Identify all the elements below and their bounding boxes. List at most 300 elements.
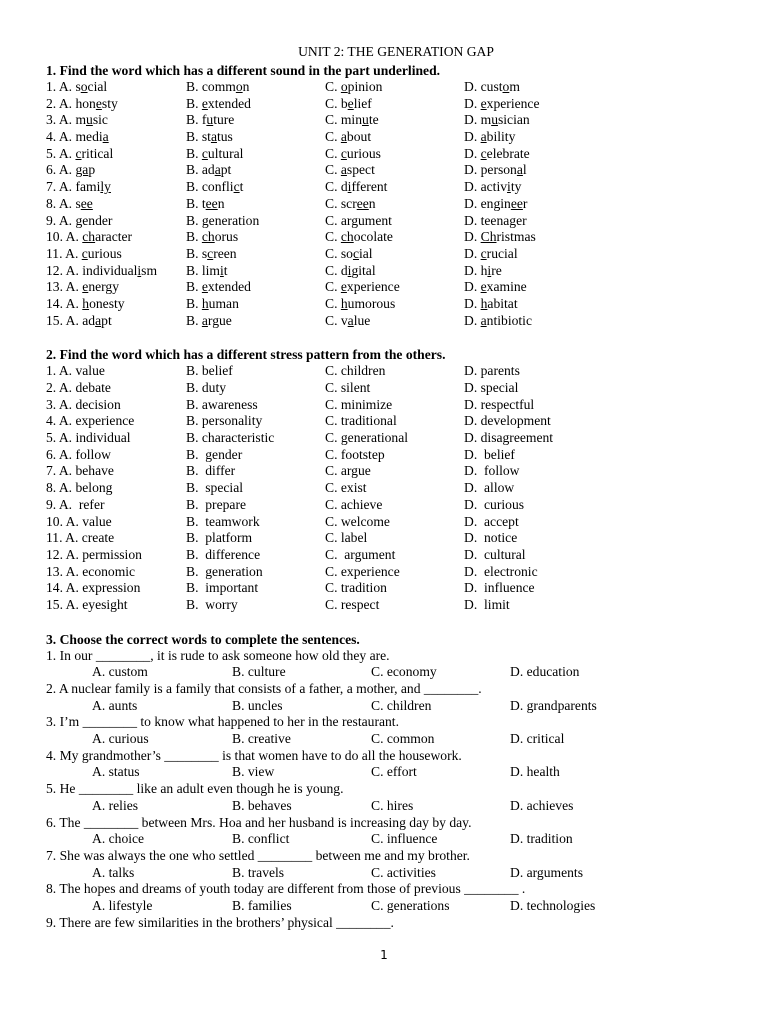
answer-option: D. development xyxy=(464,413,551,429)
option-text-after: p xyxy=(88,162,96,178)
underlined-part: h xyxy=(201,295,209,311)
option-text-before: B. xyxy=(186,95,202,111)
option-text-after: orus xyxy=(214,229,239,245)
answer-option: 3. A. decision xyxy=(46,396,121,412)
answer-option xyxy=(325,246,373,263)
answer-option: B. families xyxy=(232,897,292,913)
underlined-part: e xyxy=(340,279,347,295)
underlined-part: i xyxy=(507,179,511,195)
answer-option xyxy=(46,213,112,230)
underlined-part: a xyxy=(340,129,347,145)
page-title: UNIT 2: THE GENERATION GAP xyxy=(298,44,494,59)
underlined-part: a xyxy=(201,312,208,328)
answer-option xyxy=(186,162,231,179)
option-text-after: sty xyxy=(101,95,118,111)
question-text: 2. A nuclear family is a family that consists of a father, a mother, and ________. xyxy=(46,681,482,696)
answer-option xyxy=(325,129,371,146)
answer-option: D. follow xyxy=(464,463,520,479)
option-text-before: C. xyxy=(325,229,341,245)
answer-option: B. creative xyxy=(232,731,291,747)
answer-option xyxy=(325,79,382,96)
question-row xyxy=(46,514,726,531)
answer-option xyxy=(186,146,243,163)
answer-option: C. hires xyxy=(371,797,414,813)
answer-option xyxy=(186,213,259,230)
answer-option xyxy=(186,246,237,263)
answer-option xyxy=(464,296,518,313)
option-text-before: 1. A. s xyxy=(46,79,81,94)
options-row xyxy=(46,831,726,848)
answer-option: D. electronic xyxy=(464,563,538,579)
underlined-part: a xyxy=(95,312,102,328)
question-row xyxy=(46,179,726,196)
underlined-part: ee xyxy=(205,195,218,211)
answer-option xyxy=(186,296,239,313)
option-text-before: C. xyxy=(325,295,341,311)
underlined-part: e xyxy=(95,95,102,111)
answer-option xyxy=(325,296,395,313)
question-text: 3. I’m ________ to know what happened to her in the restaurant. xyxy=(46,714,399,730)
section2-rows xyxy=(46,363,726,613)
answer-option: 9. A. refer xyxy=(46,496,105,512)
question-row xyxy=(46,447,726,464)
answer-option: D. arguments xyxy=(510,864,583,880)
option-text-after: l xyxy=(522,162,527,178)
answer-option xyxy=(186,96,251,113)
answer-option xyxy=(464,112,530,129)
underlined-part: h xyxy=(480,295,488,311)
underlined-part: Ch xyxy=(480,229,497,245)
underlined-part: a xyxy=(210,129,217,145)
option-text-after: pt xyxy=(101,312,112,328)
underlined-part: ch xyxy=(201,229,215,245)
option-text-after: cial xyxy=(87,79,108,94)
option-text-after: rucial xyxy=(486,245,518,261)
underlined-part: a xyxy=(347,312,354,328)
answer-option xyxy=(46,146,113,163)
underlined-part: a xyxy=(214,162,221,178)
answer-option xyxy=(325,146,381,163)
option-text-before: D. engin xyxy=(464,195,511,211)
underlined-part: c xyxy=(75,145,82,161)
answer-option: B. gender xyxy=(186,446,243,462)
option-text-after: lief xyxy=(353,95,372,111)
answer-option: 4. A. experience xyxy=(46,413,135,429)
answer-option xyxy=(325,313,370,330)
option-text-after: xperience xyxy=(346,279,400,295)
option-text-before: B. xyxy=(186,212,202,228)
answer-option: C. generational xyxy=(325,430,409,446)
answer-option xyxy=(464,162,527,179)
answer-option xyxy=(186,179,243,196)
answer-option: D. health xyxy=(510,764,560,780)
answer-option: D. achieves xyxy=(510,797,574,813)
option-text-before: B. xyxy=(186,312,202,328)
answer-option: C. economy xyxy=(371,664,437,680)
option-text-after: r xyxy=(522,195,528,211)
option-text-before: C. ar xyxy=(325,212,352,228)
underlined-part: o xyxy=(502,79,510,94)
answer-option: D. critical xyxy=(510,731,565,747)
option-text-before: 8. A. s xyxy=(46,195,81,211)
answer-option: B. characteristic xyxy=(186,430,275,446)
option-text-before: B. xyxy=(186,229,202,245)
page-number: 1 xyxy=(380,948,388,962)
option-text-before: B. ad xyxy=(186,162,215,178)
option-text-after: tus xyxy=(216,129,233,145)
answer-option: D. accept xyxy=(464,513,519,529)
answer-option: D. tradition xyxy=(510,831,573,847)
answer-option xyxy=(325,279,400,296)
option-text-after: aracter xyxy=(95,229,133,245)
answer-option: B. worry xyxy=(186,596,238,612)
option-text-before: B. lim xyxy=(186,262,220,278)
answer-option xyxy=(325,196,376,213)
answer-option xyxy=(186,129,233,146)
answer-option: B. conflict xyxy=(232,831,290,847)
option-text-after: t xyxy=(239,179,244,195)
option-text-after: ty xyxy=(510,179,522,195)
answer-option: C. children xyxy=(371,697,432,713)
option-text-before: 10. A. xyxy=(46,229,83,245)
answer-option: C. minimize xyxy=(325,396,393,412)
answer-option xyxy=(464,213,527,230)
option-text-after: te xyxy=(368,112,379,128)
options-row xyxy=(46,798,726,815)
option-text-before: B. st xyxy=(186,129,211,145)
answer-option: B. differ xyxy=(186,463,236,479)
option-text-before: C. b xyxy=(325,95,348,111)
answer-option: D. limit xyxy=(464,596,510,612)
answer-option: D. education xyxy=(510,664,580,680)
answer-option xyxy=(186,229,238,246)
option-text-before: 11. A. xyxy=(46,245,82,261)
underlined-part: u xyxy=(491,112,498,128)
option-text-after: ial xyxy=(359,245,373,261)
answer-option xyxy=(464,313,532,330)
question-row xyxy=(46,279,726,296)
answer-option: B. uncles xyxy=(232,697,283,713)
answer-option xyxy=(46,279,119,296)
option-text-after: re xyxy=(491,262,502,278)
answer-option xyxy=(464,96,540,113)
answer-option: B. behaves xyxy=(232,797,292,813)
answer-option: C. generations xyxy=(371,897,450,913)
option-text-before: C. min xyxy=(325,112,363,128)
option-text-before: C. scr xyxy=(325,195,357,211)
option-text-after: urious xyxy=(87,245,122,261)
option-text-after: ntibiotic xyxy=(486,312,532,328)
option-text-before: C. d xyxy=(325,179,348,195)
option-text-before: C. so xyxy=(325,245,353,261)
answer-option xyxy=(464,179,521,196)
answer-option xyxy=(186,279,251,296)
answer-option xyxy=(186,196,225,213)
option-text-before: D. h xyxy=(464,262,488,278)
question-row xyxy=(46,112,726,129)
answer-option: C. tradition xyxy=(325,580,387,596)
underlined-part: c xyxy=(480,145,487,161)
question-row xyxy=(46,463,726,480)
answer-option xyxy=(325,112,379,129)
question-row xyxy=(46,597,726,614)
question-text: 4. My grandmother’s ________ is that women have to do all the housework. xyxy=(46,747,462,763)
answer-option xyxy=(464,279,527,296)
option-text-after: uman xyxy=(208,295,239,311)
underlined-part: u xyxy=(362,112,369,128)
underlined-part: c xyxy=(480,245,487,261)
answer-option: B. special xyxy=(186,480,244,496)
underlined-part: i xyxy=(347,262,352,278)
option-text-after: bility xyxy=(486,129,516,145)
option-text-after: m xyxy=(509,79,520,94)
answer-option: A. aunts xyxy=(92,697,138,713)
answer-option: D. notice xyxy=(464,530,518,546)
option-text-before: 2. A. hon xyxy=(46,95,96,111)
underlined-part: i xyxy=(347,179,352,195)
question-row xyxy=(46,564,726,581)
question-row xyxy=(46,229,726,246)
answer-option xyxy=(464,246,518,263)
answer-option: B. important xyxy=(186,580,259,596)
option-text-after: ture xyxy=(213,112,235,128)
options-row xyxy=(46,698,726,715)
answer-option: B. view xyxy=(232,764,275,780)
question-row xyxy=(46,263,726,280)
underlined-part: i xyxy=(487,262,492,278)
underlined-part: ga xyxy=(75,162,89,178)
question-row xyxy=(46,497,726,514)
option-text-before: D. xyxy=(464,145,481,161)
option-text-before: B. xyxy=(186,145,202,161)
option-text-after: xtended xyxy=(207,95,251,111)
underlined-part: o xyxy=(80,79,88,94)
question-row xyxy=(46,580,726,597)
answer-option xyxy=(464,229,536,246)
question-row xyxy=(46,547,726,564)
option-text-before: D. cust xyxy=(464,79,503,94)
option-text-after: nergy xyxy=(88,279,120,295)
answer-option: D. influence xyxy=(464,580,535,596)
answer-option xyxy=(186,112,234,129)
answer-option: 12. A. permission xyxy=(46,546,142,562)
question-row xyxy=(46,397,726,414)
question-text: 1. In our ________, it is rude to ask someone how old they are. xyxy=(46,647,390,663)
option-text-before: C. xyxy=(325,145,341,161)
question-text: 8. The hopes and dreams of youth today are different from those of previous ________ . xyxy=(46,881,526,897)
answer-option: 10. A. value xyxy=(46,513,112,529)
underlined-part: g xyxy=(509,212,517,228)
underlined-part: g xyxy=(351,212,358,228)
answer-option: A. talks xyxy=(92,864,135,880)
option-text-after: ender xyxy=(82,212,113,228)
question-row xyxy=(46,213,726,230)
answer-option: C. influence xyxy=(371,831,438,847)
option-text-before: B. xyxy=(186,279,202,295)
option-text-after: er xyxy=(516,212,527,228)
answer-option xyxy=(325,263,376,280)
answer-option xyxy=(464,263,502,280)
question-row xyxy=(46,313,726,330)
answer-option: A. curious xyxy=(92,731,149,747)
answer-option: 2. A. debate xyxy=(46,380,111,395)
section3-heading: 3. Choose the correct words to complete the sentences. xyxy=(46,631,360,647)
question-row xyxy=(46,380,726,397)
underlined-part: h xyxy=(82,295,90,311)
question-text: 6. The ________ between Mrs. Hoa and her husband is increasing day by day. xyxy=(46,814,472,830)
answer-option: C. experience xyxy=(325,563,400,579)
answer-option xyxy=(325,96,372,113)
option-text-after: onesty xyxy=(89,295,125,311)
answer-option xyxy=(186,79,249,96)
option-text-after: ocolate xyxy=(353,229,393,245)
answer-option xyxy=(46,196,93,213)
answer-option xyxy=(46,129,109,146)
answer-option xyxy=(325,179,387,196)
question-row xyxy=(46,296,726,313)
option-text-after: fferent xyxy=(351,179,388,195)
underlined-part: e xyxy=(201,279,208,295)
answer-option: C. argument xyxy=(325,546,396,562)
option-text-before: D. xyxy=(464,95,481,111)
question-row xyxy=(46,530,726,547)
answer-option: C. exist xyxy=(325,480,367,496)
answer-option xyxy=(46,112,108,129)
answer-option: C. traditional xyxy=(325,413,397,429)
option-text-after: elebrate xyxy=(486,145,530,161)
answer-option xyxy=(325,162,375,179)
underlined-part: c xyxy=(233,179,240,195)
section1-rows xyxy=(46,79,726,329)
answer-option: D. curious xyxy=(464,496,525,512)
answer-option: C. footstep xyxy=(325,446,385,462)
answer-option: B. travels xyxy=(232,864,285,880)
underlined-part: a xyxy=(480,129,487,145)
option-text-after: eneration xyxy=(208,212,260,228)
options-row xyxy=(46,664,726,681)
underlined-part: g xyxy=(201,212,209,228)
question-text: 9. There are few similarities in the brothers’ physical ________. xyxy=(46,914,394,930)
option-text-after: t xyxy=(223,262,228,278)
options-row xyxy=(46,898,726,915)
section2-heading: 2. Find the word which has a different stress pattern from the others. xyxy=(46,347,446,363)
answer-option xyxy=(46,263,157,280)
underlined-part: c xyxy=(340,145,347,161)
answer-option xyxy=(46,246,122,263)
underlined-part: e xyxy=(201,95,208,111)
option-text-after: xamine xyxy=(486,279,527,295)
option-text-after: umorous xyxy=(347,295,396,311)
answer-option xyxy=(186,313,232,330)
underlined-part: a xyxy=(516,162,523,178)
answer-option: C. effort xyxy=(371,764,417,780)
answer-option: 11. A. create xyxy=(46,530,115,546)
question-row xyxy=(46,96,726,113)
answer-option: C. respect xyxy=(325,596,380,612)
option-text-before: B. confli xyxy=(186,179,234,195)
answer-option xyxy=(46,96,118,113)
answer-option: 8. A. belong xyxy=(46,480,113,496)
answer-option xyxy=(464,196,527,213)
answer-option xyxy=(325,213,392,230)
answer-option xyxy=(46,179,111,196)
option-text-before: C. xyxy=(325,162,341,178)
section1-heading: 1. Find the word which has a different sound in the part underlined. xyxy=(46,63,441,78)
answer-option xyxy=(46,313,112,330)
option-text-before: B. f xyxy=(186,112,207,128)
answer-option: C. argue xyxy=(325,463,371,479)
underlined-part: c xyxy=(352,245,359,261)
underlined-part: c xyxy=(81,245,88,261)
option-text-before: D. xyxy=(464,245,481,261)
option-text-before: 12. A. individual xyxy=(46,262,138,278)
option-text-before: C. xyxy=(325,79,341,94)
underlined-part: ee xyxy=(356,195,369,211)
answer-option: D. allow xyxy=(464,480,515,496)
answer-option: B. awareness xyxy=(186,396,258,412)
option-text-after: ultural xyxy=(207,145,244,161)
underlined-part: u xyxy=(206,112,214,128)
option-text-before: B. comm xyxy=(186,79,236,94)
answer-option xyxy=(46,296,125,313)
option-text-after: ristmas xyxy=(496,229,536,245)
answer-option: 7. A. behave xyxy=(46,463,114,479)
answer-option: B. platform xyxy=(186,530,253,546)
option-text-before: D. activ xyxy=(464,179,508,195)
option-text-before: B. t xyxy=(186,195,206,211)
option-text-after: ritical xyxy=(81,145,114,161)
option-text-before: 7. A. fami xyxy=(46,179,101,195)
option-text-before: B. xyxy=(186,295,202,311)
underlined-part: e xyxy=(82,279,89,295)
answer-option: A. custom xyxy=(92,664,148,680)
option-text-before: 9. A. xyxy=(46,212,76,228)
underlined-part: e xyxy=(347,95,354,111)
underlined-part: e xyxy=(480,279,487,295)
question-row xyxy=(46,196,726,213)
question-row xyxy=(46,146,726,163)
answer-option xyxy=(46,229,132,246)
question-row xyxy=(46,430,726,447)
option-text-before: D. xyxy=(464,295,481,311)
answer-option: C. label xyxy=(325,530,368,546)
answer-option: C. welcome xyxy=(325,513,390,529)
option-text-after: abitat xyxy=(487,295,518,311)
option-text-before: 5. A. xyxy=(46,145,76,161)
option-text-after: n xyxy=(368,195,376,211)
underlined-part: c xyxy=(201,145,208,161)
question-row xyxy=(46,480,726,497)
answer-option xyxy=(186,263,228,280)
option-text-before: 14. A. xyxy=(46,295,83,311)
option-text-before: B. s xyxy=(186,245,208,261)
answer-option: A. status xyxy=(92,764,140,780)
answer-option: B. culture xyxy=(232,664,286,680)
answer-option: 13. A. economic xyxy=(46,563,136,579)
option-text-after: sic xyxy=(92,112,108,128)
answer-option: D. parents xyxy=(464,363,520,379)
option-text-after: rgue xyxy=(207,312,232,328)
underlined-part: ee xyxy=(510,195,523,211)
answer-option: B. difference xyxy=(186,546,261,562)
answer-option: 5. A. individual xyxy=(46,430,131,446)
option-text-after: n xyxy=(242,79,250,94)
answer-option: 15. A. eyesight xyxy=(46,596,128,612)
answer-option: 1. A. value xyxy=(46,363,105,379)
options-row xyxy=(46,865,726,882)
underlined-part: ch xyxy=(82,229,96,245)
answer-option: B. belief xyxy=(186,363,233,379)
